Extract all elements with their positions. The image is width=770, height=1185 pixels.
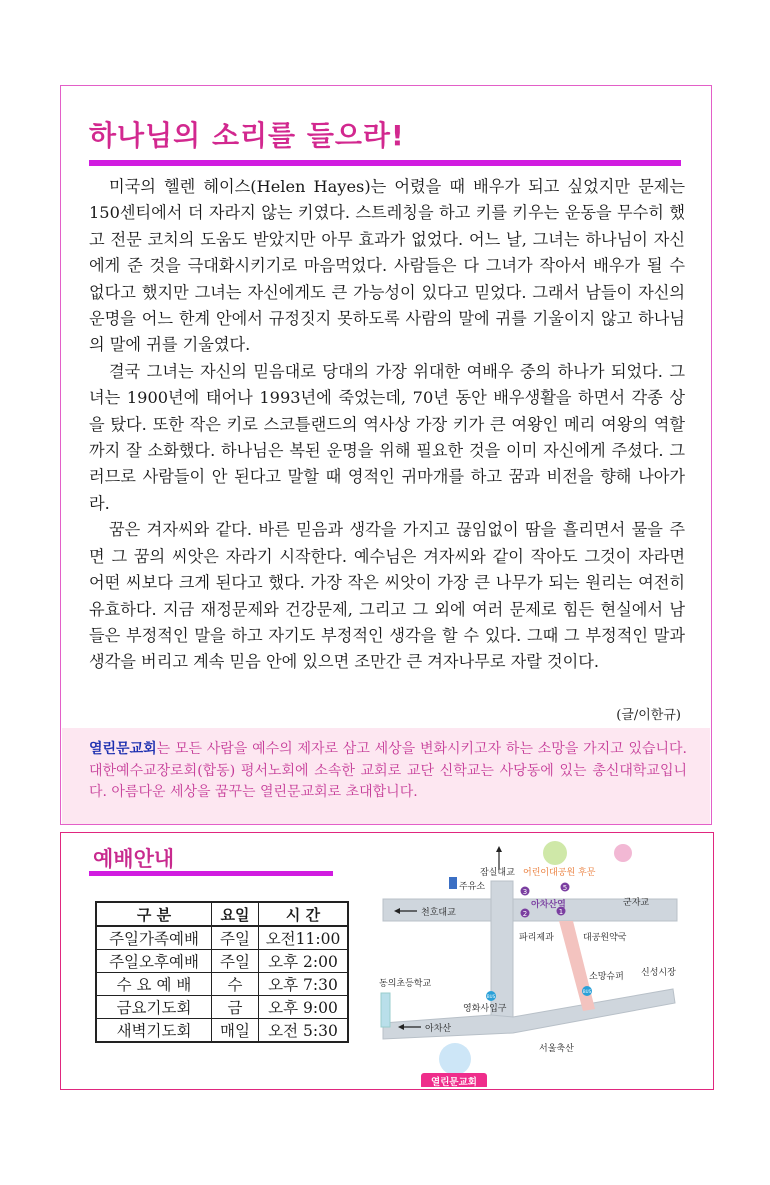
- gas-station-icon: [449, 877, 457, 889]
- bus-label: BUS: [582, 989, 592, 994]
- table-row: [96, 950, 348, 973]
- map-label: 서울축산: [539, 1044, 574, 1054]
- service-time: 오후 7:30: [259, 973, 349, 996]
- umbrella-icon: [614, 844, 632, 862]
- header-time: 시 간: [259, 902, 349, 926]
- map-label: 파리제과: [519, 933, 554, 943]
- exit-number: 2: [522, 910, 528, 918]
- map-label: 아차산역: [531, 900, 566, 910]
- service-day: 금: [212, 996, 259, 1019]
- map-label: 천호대교: [421, 908, 456, 918]
- church-intro: [89, 739, 687, 804]
- article-body: [89, 174, 685, 676]
- exit-number: 1: [558, 908, 564, 916]
- church-label: 열린문교회: [431, 1077, 477, 1087]
- schedule-table: [95, 901, 349, 1043]
- paragraph: 결국 그녀는 자신의 믿음대로 당대의 가장 위대한 여배우 중의 하나가 되었다. 그녀는 1900년에 태어나 1993년에 죽었는데, 70년 동안 배우생활을 하면서 각종 상을 탔다. 또한 작은 키로 스코틀랜드의 역사상 가장 키가 큰 여왕인 메리 여왕의 역할까지 잘 소화했다. 하나님은 복된 운명을 위해 필요한 것을 이미 자신에게 주셨다. 그러므로 사람들이 안 된다고 말할 때 영적인 귀마개를 하고 꿈과 비전을 향해 나아가라.: [89, 361, 685, 513]
- article-signature: (글/이한규): [616, 708, 681, 723]
- service-info-box: [60, 832, 714, 1090]
- table-row: [96, 926, 348, 950]
- church-icon: [439, 1043, 471, 1075]
- table-row: [96, 1019, 348, 1043]
- map-label: 신성시장: [641, 968, 676, 978]
- article-box: [60, 85, 712, 825]
- map-label: 아차산: [425, 1024, 452, 1034]
- service-day: 수: [212, 973, 259, 996]
- exit-number: 3: [522, 888, 528, 896]
- service-name: 금요기도회: [96, 996, 212, 1019]
- table-row: [96, 996, 348, 1019]
- map-label: 영화사입구: [463, 1004, 507, 1014]
- map-label: 소망슈퍼: [589, 972, 624, 982]
- map-label: 잠실대교: [480, 868, 515, 878]
- bus-label: BUS: [486, 994, 496, 999]
- title-underline: [89, 160, 681, 166]
- header-category: 구 분: [96, 902, 212, 926]
- header-day: 요일: [212, 902, 259, 926]
- table-row: [96, 973, 348, 996]
- service-name: 새벽기도회: [96, 1019, 212, 1043]
- map-label: 대공원약국: [583, 933, 627, 943]
- church-name: 열린문교회: [89, 741, 157, 757]
- service-time: 오전 5:30: [259, 1019, 349, 1043]
- church-intro-text: 는 모든 사람을 예수의 제자로 삼고 세상을 변화시키고자 하는 소망을 가지고 있습니다. 대한예수교장로회(합동) 평서노회에 소속한 교회로 교단 신학교는 사당동에 있는 총신대학교입니다. 아름다운 세상을 꿈꾸는 열린문교회로 초대합니다.: [89, 741, 687, 800]
- map-label: 군자교: [623, 898, 650, 908]
- arrow-north-head-icon: [496, 846, 502, 852]
- paragraph: 미국의 헬렌 헤이스(Helen Hayes)는 어렸을 때 배우가 되고 싶었지만 문제는 150센티에서 더 자라지 않는 키였다. 스트레칭을 하고 키를 키우는 운동을 무수히 했고 전문 코치의 도움도 받았지만 아무 효과가 없었다. 어느 날, 그녀는 하나님이 자신에게 준 것을 극대화시키기로 마음먹었다. 사람들은 다 그녀가 작아서 배우가 될 수 없다고 했지만 그녀는 자신에게도 큰 가능성이 있다고 믿었다. 그래서 남들이 자신의 운명을 어느 한계 안에서 규정짓지 못하도록 사람의 말에 귀를 기울이지 않고 하나님의 말에 귀를 기울였다.: [89, 177, 685, 355]
- park-icon: [543, 841, 567, 865]
- schedule-underline: [89, 871, 333, 876]
- map-label: 주유소: [459, 882, 486, 892]
- map-label: 동의초등학교: [379, 979, 432, 989]
- table-header-row: [96, 902, 348, 926]
- paragraph: 꿈은 겨자씨와 같다. 바른 믿음과 생각을 가지고 끊임없이 땀을 흘리면서 물을 주면 그 꿈의 씨앗은 자라기 시작한다. 예수님은 겨자씨와 같이 작아도 그것이 자라면 어떤 씨보다 크게 된다고 했다. 가장 작은 씨앗이 가장 큰 나무가 되는 원리는 여전히 유효하다. 지금 재정문제와 건강문제, 그리고 그 외에 여러 문제로 힘든 현실에서 남들은 부정적인 말을 하고 자기도 부정적인 생각을 할 수 있다. 그때 그 부정적인 말과 생각을 버리고 계속 믿음 안에 있으면 조만간 큰 겨자나무로 자랄 것이다.: [89, 520, 685, 672]
- article-title: 하나님의 소리를 들으라!: [89, 119, 405, 152]
- service-time: 오후 2:00: [259, 950, 349, 973]
- service-name: 주일오후예배: [96, 950, 212, 973]
- location-map: [373, 841, 693, 1087]
- map-road-left: [381, 993, 390, 1027]
- exit-number: 5: [562, 884, 568, 892]
- service-day: 매일: [212, 1019, 259, 1043]
- service-time: 오전11:00: [259, 926, 349, 950]
- service-day: 주일: [212, 950, 259, 973]
- service-time: 오후 9:00: [259, 996, 349, 1019]
- schedule-title: 예배안내: [93, 847, 175, 871]
- service-name: 주일가족예배: [96, 926, 212, 950]
- service-day: 주일: [212, 926, 259, 950]
- map-label: 어린이대공원 후문: [523, 868, 596, 878]
- service-name: 수 요 예 배: [96, 973, 212, 996]
